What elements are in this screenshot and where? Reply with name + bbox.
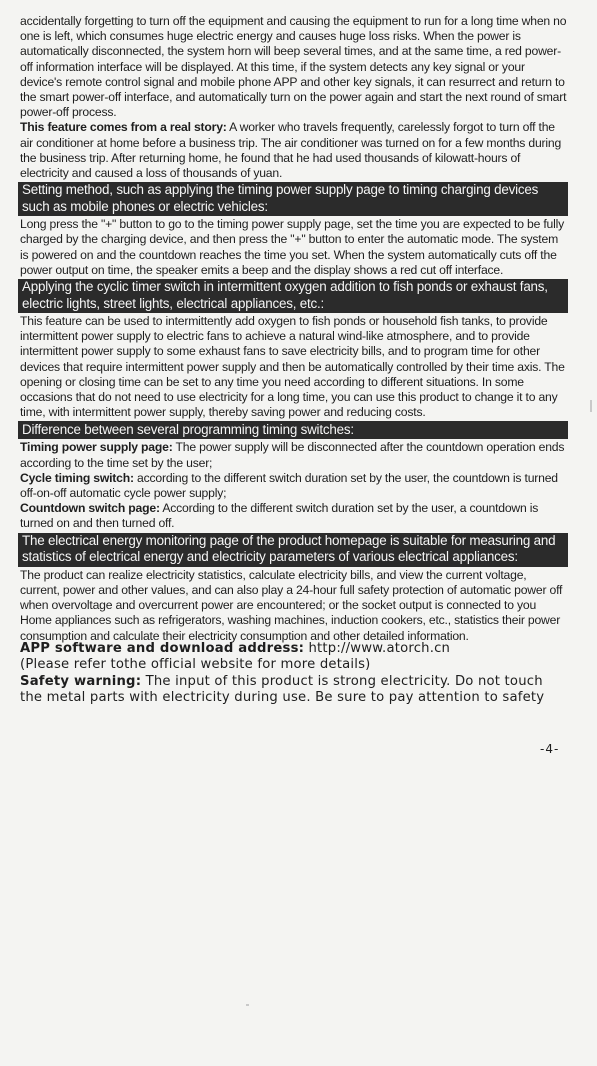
page-number: -4- — [540, 742, 560, 756]
countdown-switch-lead: Countdown switch page: — [20, 501, 160, 516]
timing-power-supply-item — [20, 440, 568, 470]
real-story-text: A worker who travels frequently, carelessly forgot to turn off the air conditioner at home before a business trip. The air conditioner was turned on for a few months during the business trip. After returning home, he found that he had used thousands of kilowatt-hours of electricity and caused a loss of thousands of yuan. — [20, 120, 562, 181]
text-column — [20, 14, 568, 707]
real-story-lead: This feature comes from a real story: — [20, 120, 227, 135]
energy-monitoring-paragraph: The product can realize electricity statistics, calculate electricity bills, and view the current voltage, current, power and other values, and can also play a 24-hour full safety protection of automatic power off when overvoltage and overcurrent power are encountered; or the socket output is connected to you Home appliances such as refrigerators, washing machines, induction cookers, etc., statistics their power consumption and calculate their electricity consumption and other detailed information. — [20, 567, 563, 643]
section-heading-cyclic-timer: Applying the cyclic timer switch in intermittent oxygen addition to fish ponds or exhaust fans, electric lights, street lights, electrical appliances, etc.: — [18, 279, 568, 313]
safety-warning-lead: Safety warning: — [20, 673, 142, 689]
cycle-timing-text: according to the different switch duration set by the user, the countdown is turned off-on-off automatic cycle power supply; — [20, 470, 558, 501]
real-story-paragraph — [20, 120, 568, 181]
section-heading-timing-switches: Difference between several programming timing switches: — [18, 421, 568, 439]
section-heading-timing-charging: Setting method, such as applying the timing power supply page to timing charging devices such as mobile phones or electric vehicles: — [18, 182, 568, 216]
timing-power-supply-text: The power supply will be disconnected after the countdown operation ends according to the time set by the user; — [20, 440, 565, 470]
dust-speck — [246, 1004, 249, 1006]
timing-power-supply-lead: Timing power supply page: — [20, 440, 173, 455]
app-download-line — [20, 641, 568, 658]
app-download-url: http://www.atorch.cn — [304, 640, 451, 656]
power-off-paragraph: accidentally forgetting to turn off the equipment and causing the equipment to run for a long time when no one is left, which consumes huge electric energy and causes huge loss risks. When the power is automatically disconnected, the system horn will beep several times, and at the same time, a red power-off information interface will be displayed. At this time, if the system detects any key signal or your device's remote control signal and mobile phone APP and other key signals, it can resurrect and return to the smart power-off interface, and automatically turn on the power again and start the next round of smart power-off process. — [20, 14, 567, 120]
cyclic-timer-paragraph: This feature can be used to intermittently add oxygen to fish ponds or household fish tanks, to provide intermittent power supply to electric fans to achieve a natural wind-like atmosphere, and to provide intermittent power supply to some exhaust fans to save electricity bills, and to program time for other devices that require intermittent power supply and then be automatically controlled by their time axis. The opening or closing time can be set to any time you need according to different situations. In some occasions that do not need to use electricity for a long time, you can use this product to change it to any time, with intermittent power supply, thereby saving power and reducing costs. — [20, 314, 565, 420]
cycle-timing-item — [20, 471, 568, 501]
timing-charging-paragraph: Long press the "+" button to go to the timing power supply page, set the time you are expected to be fully charged by the charging device, and then press the "+" button to enter the automatic mode. The system is powered on and the countdown reaches the time you set. When the system automatically cuts off the power output on time, the speaker emits a beep and the display shows a red cut off interface. — [20, 217, 565, 277]
safety-warning — [20, 674, 568, 707]
section-heading-energy-monitoring: The electrical energy monitoring page of the product homepage is suitable for measuring and statistics of electrical energy and electricity parameters of various electrical appliances: — [18, 533, 568, 567]
safety-warning-text: The input of this product is strong electricity. Do not touch the metal parts with electricity during use. Be sure to pay attention to safety — [20, 673, 545, 706]
refer-note: (Please refer tothe official website for more details) — [20, 657, 371, 673]
countdown-switch-text: According to the different switch duration set by the user, a countdown is turned on and then turned off. — [20, 501, 539, 531]
countdown-switch-item — [20, 501, 568, 531]
app-download-lead: APP software and download address: — [20, 640, 305, 656]
page-edge-mark — [590, 400, 592, 412]
cycle-timing-lead: Cycle timing switch: — [20, 470, 134, 485]
